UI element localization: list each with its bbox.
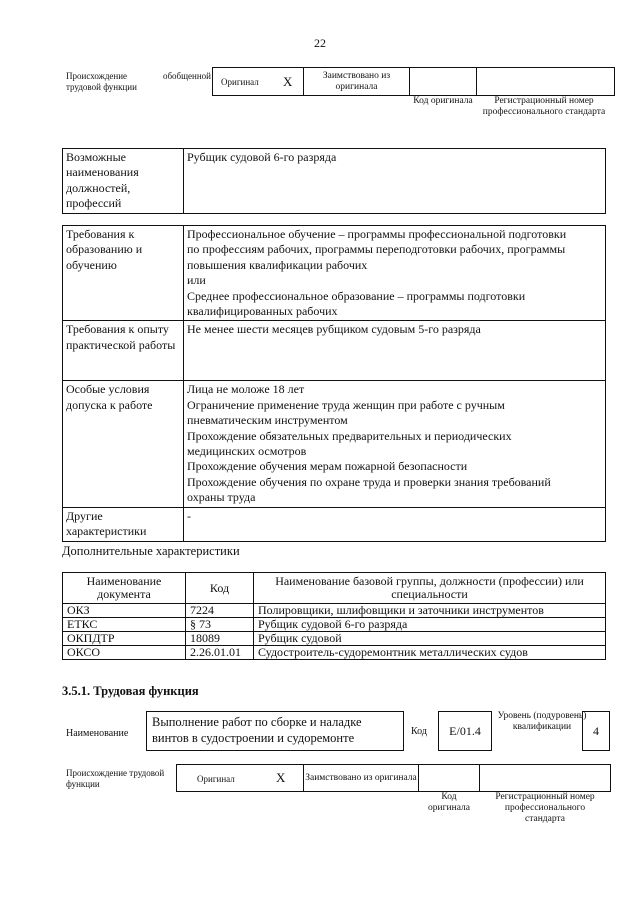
code-original-cell	[409, 67, 477, 96]
text-line: Не менее шести месяцев рубщиком судовым 5-го разряда	[187, 322, 481, 337]
additional-title: Дополнительные характеристики	[62, 544, 240, 558]
function-code-value: E/01.4	[438, 711, 492, 751]
positions-label: Возможные наименования должностей, профессий	[63, 149, 184, 214]
original-label: Оригинал	[197, 774, 235, 784]
positions-value: Рубщик судовой 6-го разряда	[184, 149, 606, 214]
table-row	[63, 618, 606, 632]
table-row	[63, 604, 606, 618]
cell-code: 2.26.01.01	[186, 646, 254, 660]
cell-document: ОКСО	[63, 646, 186, 660]
reg-number-caption: Регистрационный номер профессионального стандарта	[495, 792, 595, 824]
text-line: медицинских осмотров	[187, 444, 307, 459]
text-line: Прохождение обучения мерам пожарной безопасности	[187, 459, 468, 474]
cell-name: Полировщики, шлифовщики и заточники инструментов	[254, 604, 606, 618]
function-name-value: Выполнение работ по сборке и наладке винтов в судостроении и судоремонте	[146, 711, 404, 751]
text-line: Прохождение обучения по охране труда и проверки знания требований	[187, 474, 551, 489]
req-conditions-value	[184, 381, 606, 507]
original-mark: X	[283, 74, 293, 89]
req-experience-label: Требования к опыту практической работы	[63, 321, 184, 381]
cell-document: ОКПДТР	[63, 632, 186, 646]
req-experience-value	[184, 321, 606, 381]
req-education-label: Требования к образованию и обучению	[63, 226, 184, 321]
req-other-label: Другие характеристики	[63, 507, 184, 541]
original-cell	[212, 67, 304, 96]
function-title: 3.5.1. Трудовая функция	[62, 684, 199, 698]
original-cell	[176, 764, 304, 792]
function-code-label: Код	[411, 726, 427, 737]
additional-table	[62, 572, 606, 660]
code-original-caption: Код оригинала	[413, 96, 473, 106]
cell-name: Рубщик судовой 6-го разряда	[254, 618, 606, 632]
borrowed-cell: Заимствовано из оригинала	[303, 67, 410, 96]
text-line: квалифицированных рабочих	[187, 304, 338, 319]
cell-name: Рубщик судовой	[254, 632, 606, 646]
text-line: пневматическим инструментом	[187, 413, 348, 428]
code-original-caption: Код оригинала	[428, 792, 470, 813]
text-line: повышения квалификации рабочих	[187, 257, 368, 272]
col-header-code: Код	[186, 573, 254, 604]
req-education-value	[184, 226, 606, 321]
page-number: 22	[314, 36, 326, 50]
text-line: Прохождение обязательных предварительных и периодических	[187, 428, 512, 443]
text-line: Лица не моложе 18 лет	[187, 382, 305, 397]
req-conditions-label: Особые условия допуска к работе	[63, 381, 184, 507]
requirements-table	[62, 225, 606, 542]
cell-code: § 73	[186, 618, 254, 632]
text-line: по профессиям рабочих, программы переподготовки рабочих, программы	[187, 242, 566, 257]
origin-label: Происхождение обобщенной трудовой функции	[66, 71, 211, 92]
original-label: Оригинал	[221, 77, 259, 87]
text-line: Среднее профессиональное образование – программы подготовки	[187, 288, 526, 303]
cell-code: 7224	[186, 604, 254, 618]
cell-code: 18089	[186, 632, 254, 646]
positions-table	[62, 148, 606, 214]
origin-label: Происхождение трудовой функции	[66, 768, 165, 789]
original-mark: X	[276, 770, 286, 785]
reg-number-cell	[479, 764, 611, 792]
text-line: Профессиональное обучение – программы профессиональной подготовки	[187, 227, 567, 241]
borrowed-cell: Заимствовано из оригинала	[303, 764, 419, 792]
code-original-cell	[418, 764, 480, 792]
text-line: -	[187, 508, 191, 523]
col-header-document: Наименование документа	[63, 573, 186, 604]
col-header-name: Наименование базовой группы, должности (профессии) или специальности	[254, 573, 606, 604]
cell-document: ОКЗ	[63, 604, 186, 618]
table-row	[63, 646, 606, 660]
text-line: Ограничение применение труда женщин при работе с ручным	[187, 397, 505, 412]
reg-number-caption: Регистрационный номер профессионального стандарта	[482, 96, 606, 117]
function-level-value: 4	[582, 711, 610, 751]
cell-document: ЕТКС	[63, 618, 186, 632]
text-line: или	[187, 273, 206, 288]
reg-number-cell	[476, 67, 615, 96]
function-level-label: Уровень (подуровень) квалификации	[497, 711, 587, 732]
req-other-value	[184, 507, 606, 541]
function-name-label: Наименование	[66, 728, 129, 739]
cell-name: Судостроитель-судоремонтник металлических судов	[254, 646, 606, 660]
table-row	[63, 632, 606, 646]
text-line: охраны труда	[187, 490, 256, 505]
